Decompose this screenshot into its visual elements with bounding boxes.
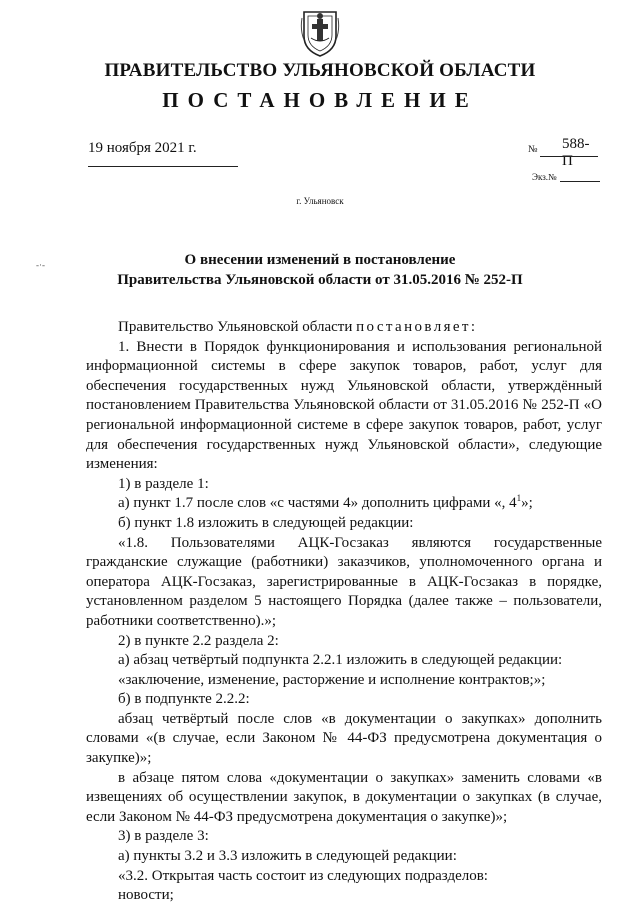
paragraph: 3) в разделе 3: xyxy=(118,828,209,845)
government-title: ПРАВИТЕЛЬСТВО УЛЬЯНОВСКОЙ ОБЛАСТИ xyxy=(104,60,536,81)
scan-mark: -·- xyxy=(36,260,45,270)
date-underline xyxy=(88,166,238,167)
paragraph: «заключение, изменение, расторжение и исполнение контрактов;»; xyxy=(118,671,546,688)
copy-number-underline xyxy=(560,181,600,182)
paragraph: в абзаце пятом слова «документации о закупках» заменить словами «в извещениях об осуществлении закупок, в документации о закупках (в случае, если Законом № 44-ФЗ предусмотрена документация о закупке)»; xyxy=(86,769,602,825)
paragraph: а) пункты 3.2 и 3.3 изложить в следующей редакции: xyxy=(118,848,457,865)
paragraph: «1.8. Пользователями АЦК-Госзаказ являются государственные гражданские служащие (работники) заказчиков, уполномоченного органа и оператора АЦК-Госзаказ, зарегистрированные в АЦК-Госзаказ в порядке, установленном разделом 5 настоящего Порядка (далее также – пользователи, работники соответственно).»; xyxy=(86,534,602,629)
city-label: г. Ульяновск xyxy=(296,196,344,206)
document-number xyxy=(528,136,598,169)
number-sign: № xyxy=(528,144,538,155)
paragraph: 1) в разделе 1: xyxy=(118,475,209,492)
paragraph: б) пункт 1.8 изложить в следующей редакции: xyxy=(118,514,414,531)
copy-number-label: Экз.№ xyxy=(532,172,557,182)
paragraph: новости; xyxy=(118,887,174,904)
paragraph: «3.2. Открытая часть состоит из следующих подразделов: xyxy=(118,867,488,884)
paragraph: а) пункт 1.7 после слов «с частями 4» дополнить цифрами «, $4^1$»; xyxy=(118,493,533,512)
paragraph: 2) в пункте 2.2 раздела 2: xyxy=(118,632,279,649)
paragraph: абзац четвёртый после слов «в документации о закупках» дополнить словами «(в случае, если Законом № 44-ФЗ предусмотрена документация о закупке)»; xyxy=(86,710,602,767)
coat-of-arms-icon xyxy=(300,6,340,58)
document-subject xyxy=(0,250,640,290)
paragraph: а) абзац четвёртый подпункта 2.2.1 изложить в следующей редакции: xyxy=(118,652,563,669)
subject-line-2: Правительства Ульяновской области от 31.05.2016 № 252-П xyxy=(117,272,523,288)
number-underline xyxy=(540,156,598,157)
subject-line-1: О внесении изменений в постановление xyxy=(184,252,456,268)
number-value: 588-П xyxy=(562,136,590,169)
document-type: ПОСТАНОВЛЕНИЕ xyxy=(162,88,478,112)
document-date: 19 ноября 2021 г. xyxy=(88,140,197,156)
paragraph: б) в подпункте 2.2.2: xyxy=(118,691,250,708)
paragraph: 1. Внести в Порядок функционирования и использования региональной информационной системы в сфере закупок товаров, работ, услуг для обеспечения государственных нужд Ульяновской области, утверждённый постановлением Правительства Ульяновской области от 31.05.2016 № 252-П «О региональной информационной системе в сфере закупок товаров, работ, услуг для обеспечения государственных нужд Ульяновской области», следующие изменения: xyxy=(86,338,602,473)
paragraph: Правительство Ульяновской области постановляет: xyxy=(118,319,476,335)
document-body xyxy=(86,318,602,906)
